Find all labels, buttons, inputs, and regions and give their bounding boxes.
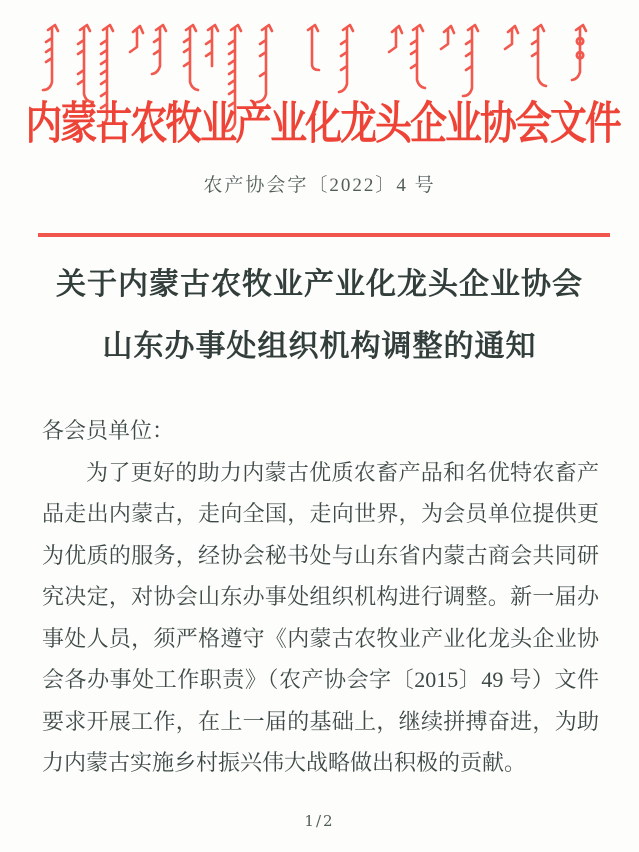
document-title-line-2: 山东办事处组织机构调整的通知: [102, 330, 537, 363]
issuing-org-title: 内蒙古农牧业产业化龙头企业协会文件: [25, 98, 620, 149]
body-paragraph: 为了更好的助力内蒙古优质农畜产品和名优特农畜产品走出内蒙古，走向全国，走向世界，为会员单位提供更为优质的服务，经协会秘书处与山东省内蒙古商会共同研究决定，对协会山东办事处组织机构进行调整。新一届办事处人员，须严格遵守《内蒙古农牧业产业化龙头企业协会各办事处工作职责》（农产协会字〔2015〕49 号）文件要求开展工作，在上一届的基础上，继续拼搏奋进，为助力内蒙古实施乡村振兴伟大战略做出积极的贡献。: [42, 459, 599, 775]
document-title-line-1: 关于内蒙古农牧业产业化龙头企业协会: [56, 268, 583, 301]
salutation: 各会员单位：: [42, 418, 175, 443]
document-body: [42, 410, 599, 784]
document-title: [0, 254, 639, 378]
red-divider-line: [38, 233, 610, 237]
document-number: 农产协会字〔2022〕4 号: [203, 175, 436, 196]
page-number: 1/2: [304, 812, 335, 830]
